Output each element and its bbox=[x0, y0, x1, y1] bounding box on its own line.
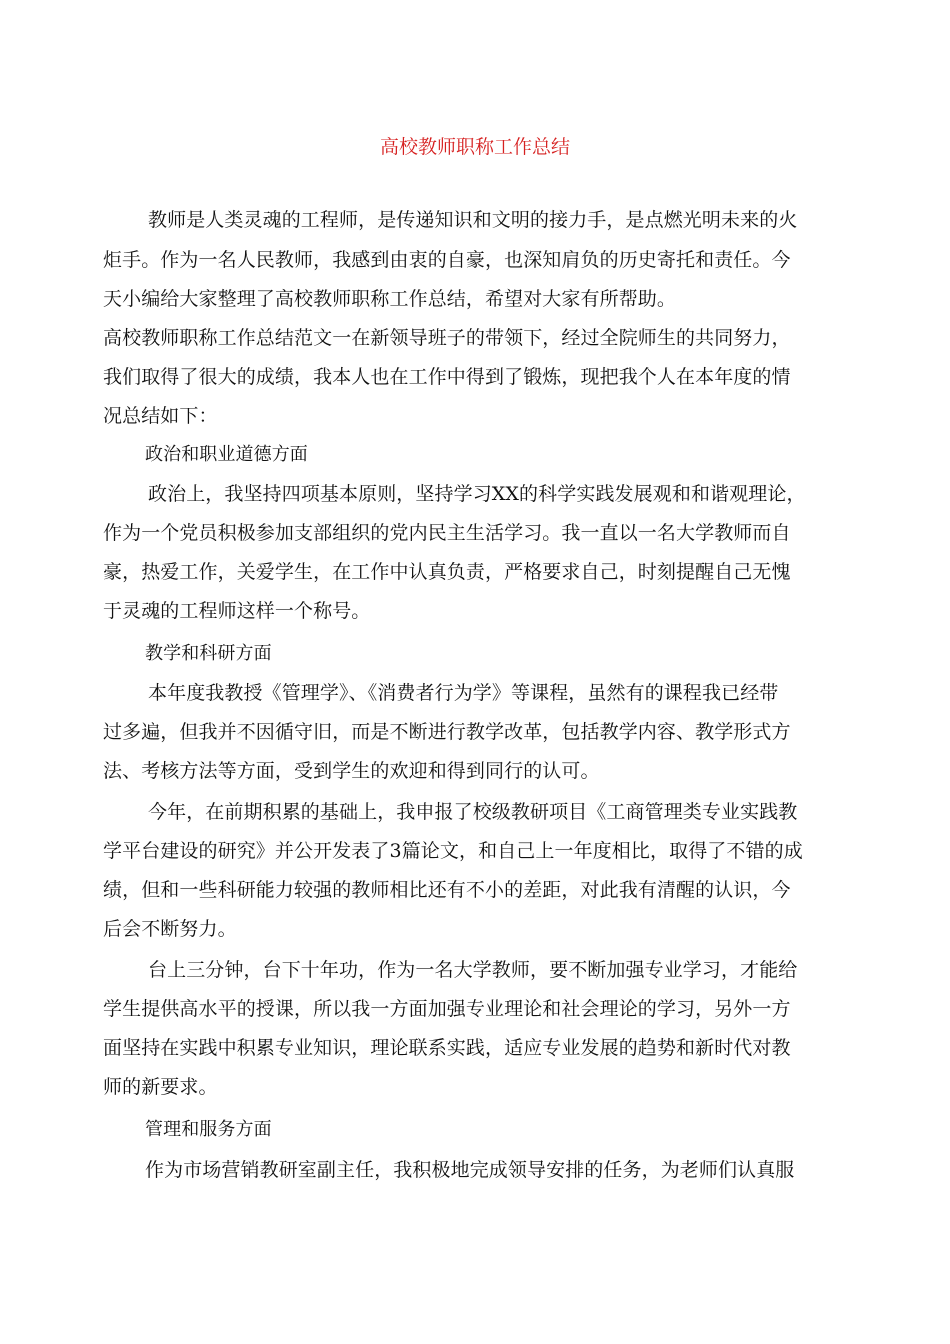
section-heading: 教学和科研方面 bbox=[145, 643, 272, 664]
body-line: 况总结如下： bbox=[103, 405, 218, 427]
body-line: 师的新要求。 bbox=[103, 1076, 218, 1098]
section-heading: 管理和服务方面 bbox=[145, 1119, 272, 1140]
body-line: 学平台建设的研究》并公开发表了3篇论文，和自己上一年度相比，取得了不错的成 bbox=[103, 840, 803, 862]
body-line: 后会不断努力。 bbox=[103, 918, 237, 940]
body-line: 政治上，我坚持四项基本原则，坚持学习XX的科学实践发展观和和谐观理论， bbox=[148, 483, 806, 505]
body-line: 豪，热爱工作，关爱学生，在工作中认真负责，严格要求自己，时刻提醒自己无愧 bbox=[103, 561, 791, 583]
body-line: 我们取得了很大的成绩，我本人也在工作中得到了锻炼，现把我个人在本年度的情 bbox=[103, 366, 791, 388]
body-line: 作为一个党员积极参加支部组织的党内民主生活学习。我一直以一名大学教师而自 bbox=[103, 522, 791, 544]
body-line: 教师是人类灵魂的工程师，是传递知识和文明的接力手，是点燃光明未来的火 bbox=[148, 209, 798, 231]
body-line: 面坚持在实践中积累专业知识，理论联系实践，适应专业发展的趋势和新时代对教 bbox=[103, 1037, 791, 1059]
body-line: 今年，在前期积累的基础上，我申报了校级教研项目《工商管理类专业实践教 bbox=[148, 801, 798, 823]
body-line: 于灵魂的工程师这样一个称号。 bbox=[103, 600, 371, 622]
body-line: 过多遍，但我并不因循守旧，而是不断进行教学改革，包括教学内容、教学形式方 bbox=[103, 721, 791, 743]
body-line: 台上三分钟，台下十年功，作为一名大学教师，要不断加强专业学习，才能给 bbox=[148, 959, 798, 981]
body-line: 作为市场营销教研室副主任，我积极地完成领导安排的任务，为老师们认真服 bbox=[145, 1159, 795, 1181]
body-line: 法、考核方法等方面，受到学生的欢迎和得到同行的认可。 bbox=[103, 760, 600, 782]
document-title: 高校教师职称工作总结 bbox=[379, 136, 570, 158]
body-line: 高校教师职称工作总结范文一在新领导班子的带领下，经过全院师生的共同努力， bbox=[103, 327, 791, 349]
body-line: 学生提供高水平的授课，所以我一方面加强专业理论和社会理论的学习，另外一方 bbox=[103, 998, 791, 1020]
body-line: 本年度我教授《管理学》、《消费者行为学》等课程，虽然有的课程我已经带 bbox=[148, 682, 779, 704]
body-line: 绩，但和一些科研能力较强的教师相比还有不小的差距，对此我有清醒的认识，今 bbox=[103, 879, 791, 901]
section-heading: 政治和职业道德方面 bbox=[145, 444, 308, 465]
body-line: 天小编给大家整理了高校教师职称工作总结，希望对大家有所帮助。 bbox=[103, 288, 677, 310]
body-line: 炬手。作为一名人民教师，我感到由衷的自豪，也深知肩负的历史寄托和责任。今 bbox=[103, 249, 791, 271]
